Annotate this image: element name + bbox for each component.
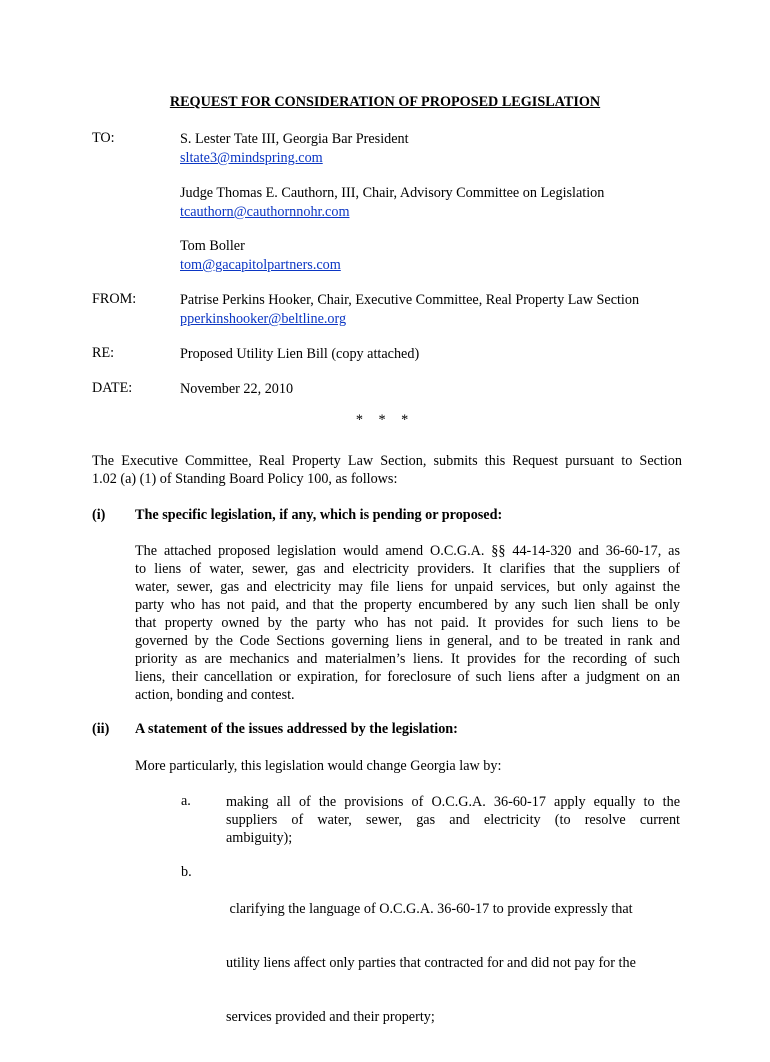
- item-line: suppliers of water, sewer, gas and electricity (to resolve current: [226, 812, 680, 828]
- body-line: party who has not paid, and that the property encumbered by any such lien shall be only: [135, 597, 680, 613]
- recipient-name: S. Lester Tate III, Georgia Bar President: [180, 131, 409, 147]
- recipient-email-link[interactable]: sltate3@mindspring.com: [180, 150, 323, 166]
- body-line: action, bonding and contest.: [135, 687, 295, 703]
- date-label: DATE:: [92, 380, 133, 396]
- from-block: [180, 291, 639, 329]
- section-title: The specific legislation, if any, which is pending or proposed:: [135, 507, 503, 523]
- re-value: Proposed Utility Lien Bill (copy attached): [180, 346, 420, 362]
- body-line: that property owned by the party who has not paid. It provides for such liens to be: [135, 615, 680, 631]
- recipient-name: Judge Thomas E. Cauthorn, III, Chair, Advisory Committee on Legislation: [180, 185, 605, 201]
- intro-line: 1.02 (a) (1) of Standing Board Policy 100, as follows:: [92, 471, 398, 487]
- re-label: RE:: [92, 345, 115, 361]
- item-line: services provided and their property;: [226, 1009, 435, 1025]
- section-number: (i): [92, 507, 106, 523]
- recipient-name: Tom Boller: [180, 238, 245, 254]
- item-line: utility liens affect only parties that contracted for and did not pay for the: [226, 955, 636, 971]
- item-line: clarifying the language of O.C.G.A. 36-60-17 to provide expressly that: [226, 901, 633, 917]
- intro-paragraph: [92, 452, 682, 488]
- recipient-email-link[interactable]: tom@gacapitolpartners.com: [180, 257, 341, 273]
- list-item: [226, 793, 680, 847]
- recipient-3: [180, 237, 341, 275]
- to-label: TO:: [92, 130, 115, 146]
- section-number: (ii): [92, 721, 110, 737]
- recipient-email-link[interactable]: tcauthorn@cauthornnohr.com: [180, 204, 350, 220]
- list-item-letter: b.: [181, 864, 192, 880]
- date-value: November 22, 2010: [180, 381, 294, 397]
- item-line: making all of the provisions of O.C.G.A. 36-60-17 apply equally to the: [226, 794, 680, 810]
- body-line: liens, their cancellation or expiration, for foreclosure of such liens after a judgment on an: [135, 669, 680, 685]
- item-line: ambiguity);: [226, 830, 293, 846]
- body-line: water, sewer, gas and electricity may file liens for unpaid services, but only against the: [135, 579, 680, 595]
- body-line: The attached proposed legislation would amend O.C.G.A. §§ 44-14-320 and 36-60-17, as: [135, 543, 680, 559]
- intro-line: The Executive Committee, Real Property Law Section, submits this Request pursuant to Section: [92, 453, 682, 469]
- document-title: REQUEST FOR CONSIDERATION OF PROPOSED LEGISLATION: [169, 94, 601, 110]
- section-body: [135, 542, 680, 704]
- from-name: Patrise Perkins Hooker, Chair, Executive Committee, Real Property Law Section: [180, 292, 640, 308]
- list-item: [226, 864, 680, 1062]
- list-item-letter: a.: [181, 793, 191, 809]
- body-line: to liens of water, sewer, gas and electricity providers. It clarifies that the suppliers of: [135, 561, 680, 577]
- recipient-1: [180, 130, 409, 168]
- from-label: FROM:: [92, 291, 137, 307]
- recipient-2: [180, 184, 604, 222]
- from-email-link[interactable]: pperkinshooker@beltline.org: [180, 311, 347, 327]
- body-line: priority as are mechanics and materialmen’s liens. It provides for the recording of such: [135, 651, 680, 667]
- section-title: A statement of the issues addressed by the legislation:: [135, 721, 458, 737]
- section-lead: More particularly, this legislation would change Georgia law by:: [135, 758, 502, 774]
- body-line: governed by the Code Sections governing liens in general, and to be treated in rank and: [135, 633, 680, 649]
- section-separator: * * *: [355, 412, 415, 428]
